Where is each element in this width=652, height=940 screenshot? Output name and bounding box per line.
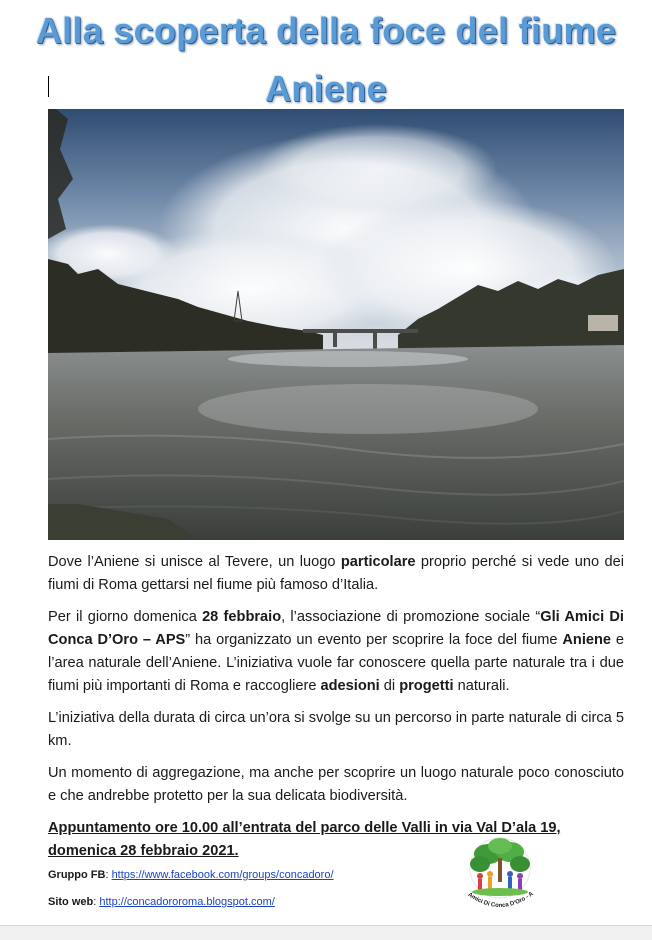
website-link[interactable]: http://concadororoma.blogspot.com/ <box>99 896 275 908</box>
association-logo <box>458 834 542 918</box>
contact-links <box>48 862 334 916</box>
fb-group-line: Gruppo FB: https://www.facebook.com/groups/concadoro/ <box>48 869 334 881</box>
tree-people-logo-icon <box>458 834 542 918</box>
fb-group-link[interactable]: https://www.facebook.com/groups/concadoro/ <box>111 869 334 881</box>
body-text <box>48 551 624 873</box>
title-line-2: Aniene <box>265 68 387 109</box>
river-photo-icon <box>48 109 624 540</box>
paragraph-duration: L’iniziativa della durata di circa un’ora si svolge su un percorso in parte naturale di circa 5 km. <box>48 710 624 749</box>
text-cursor <box>48 76 49 97</box>
title-line-1: Alla scoperta della foce del fiume <box>35 10 617 51</box>
paragraph-aggregation: Un momento di aggregazione, ma anche per scoprire un luogo naturale poco conosciuto e che andrebbe protetto per la sua delicata biodiversità. <box>48 765 624 804</box>
appointment-text: Appuntamento ore 10.00 all’entrata del parco delle Valli in via Val D’ala 19, domenica 28 febbraio 2021. <box>48 820 561 859</box>
bottom-scroll-area <box>0 925 652 940</box>
river-photo <box>48 109 624 540</box>
paragraph-intro: Dove l’Aniene si unisce al Tevere, un luogo particolare proprio perché si vede uno dei fiumi di Roma gettarsi nel fiume più famoso d’Italia. <box>48 554 624 593</box>
paragraph-event: Per il giorno domenica 28 febbraio, l’associazione di promozione sociale “Gli Amici Di Conca D’Oro – APS” ha organizzato un evento per scoprire la foce del fiume Aniene e l’area naturale dell’Aniene. L’iniziativa vuole far conoscere quella parte naturale tra i due fiumi più importanti di Roma e raccogliere adesioni di progetti naturali. <box>48 609 625 694</box>
website-label: Sito web <box>48 896 94 908</box>
page-title <box>0 2 652 118</box>
svg-text:Gli Amici Di Conca D'Oro - APS: Amici Di Conca D'Oro - A <box>466 891 535 910</box>
fb-group-label: Gruppo FB <box>48 869 106 881</box>
website-line: Sito web: http://concadororoma.blogspot.com/ <box>48 896 275 908</box>
